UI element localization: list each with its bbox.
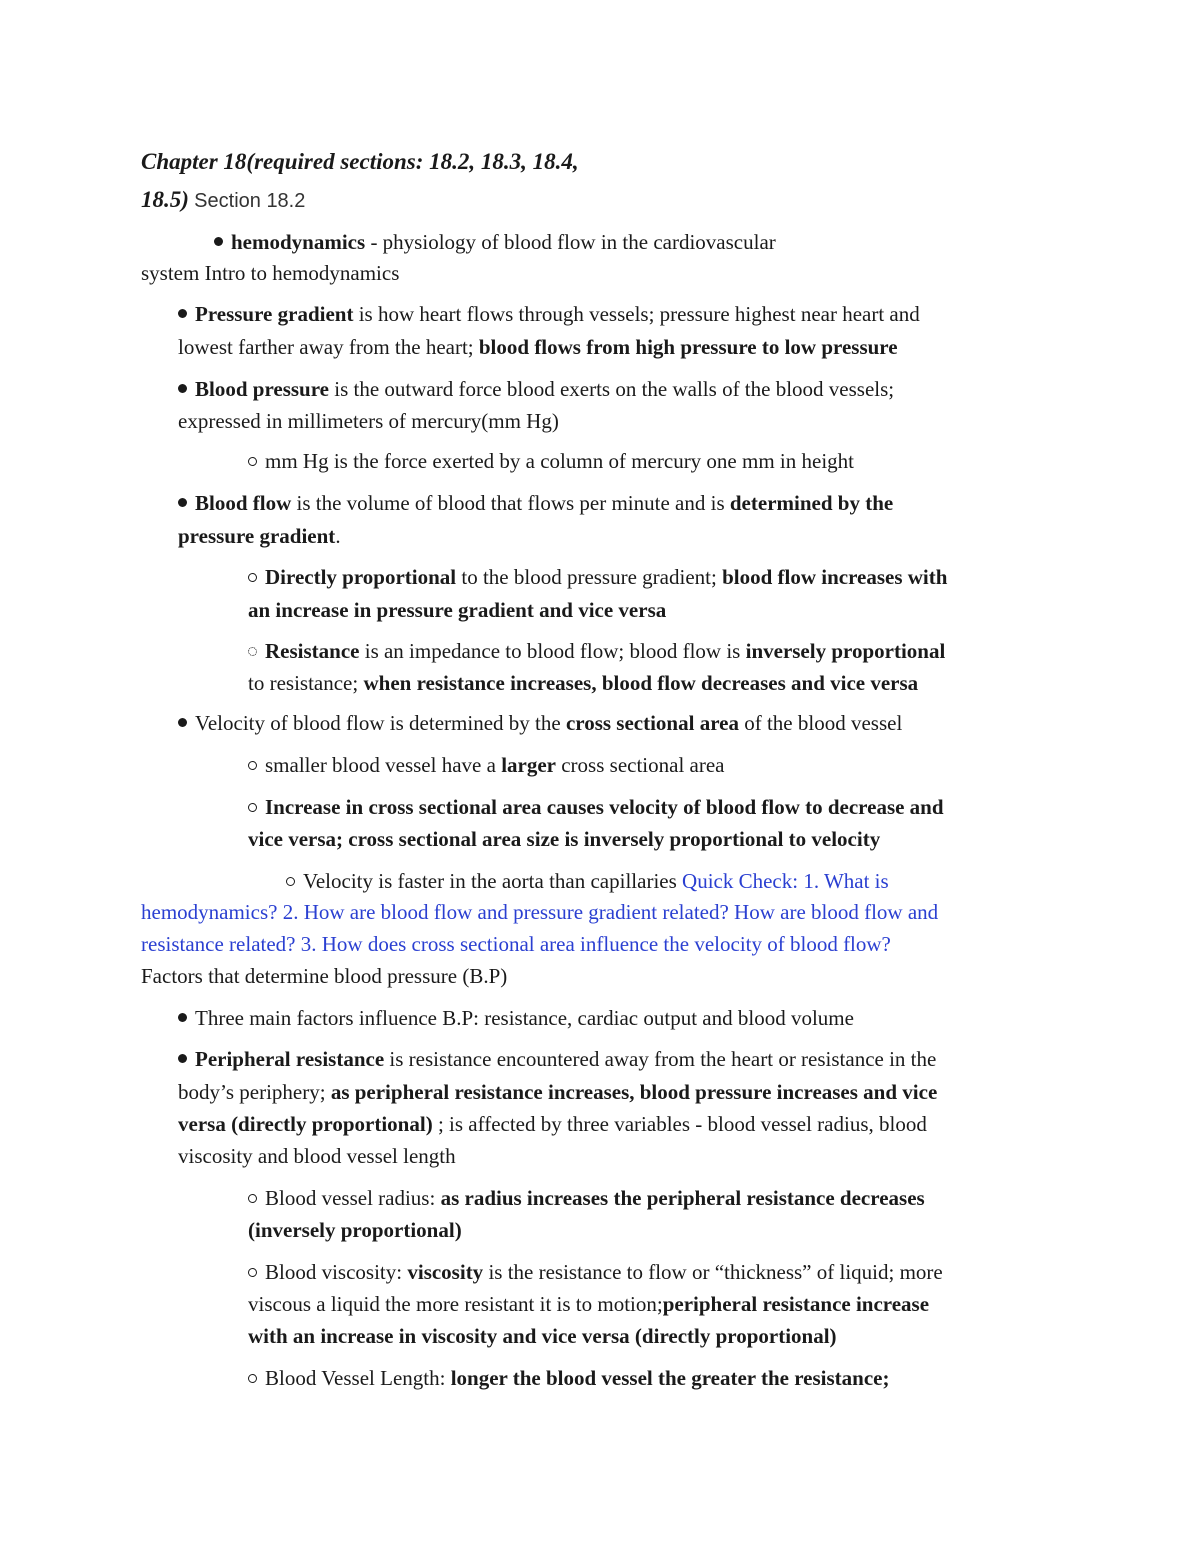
sub-bullet-icon	[248, 1374, 257, 1383]
viscosity-line2: viscous a liquid the more resistant it is to motion;peripheral resistance increase	[248, 1292, 930, 1316]
pressure-gradient-line2: lowest farther away from the heart; blood flows from high pressure to low pressure	[178, 335, 898, 359]
bullet-icon	[178, 1013, 187, 1022]
sub-mm-hg: mm Hg is the force exerted by a column of mercury one mm in height	[248, 451, 854, 472]
sub-bullet-icon	[248, 457, 257, 466]
sub-bullet-icon	[248, 647, 257, 656]
sub-directly-proportional: Directly proportional to the blood pressure gradient; blood flow increases with	[248, 567, 947, 588]
sub-bullet-icon	[248, 761, 257, 770]
section-heading: 18.5) Section 18.2	[141, 187, 306, 212]
sub-smaller-vessel: smaller blood vessel have a larger cross sectional area	[248, 755, 725, 776]
sub-bullet-icon	[248, 1268, 257, 1277]
sub-bullet-icon	[286, 877, 295, 886]
bullet-icon	[178, 718, 187, 727]
sub-bullet-icon	[248, 1194, 257, 1203]
sub-resistance: Resistance is an impedance to blood flow; blood flow is inversely proportional	[248, 641, 945, 662]
hemodynamics-continued: system Intro to hemodynamics	[141, 261, 400, 285]
blood-flow-line2: pressure gradient.	[178, 524, 341, 548]
blood-pressure-line2: expressed in millimeters of mercury(mm Hg)	[178, 409, 559, 433]
bullet-velocity: Velocity of blood flow is determined by the cross sectional area of the blood vessel	[178, 713, 902, 734]
bullet-icon	[178, 498, 187, 507]
resistance-line2: to resistance; when resistance increases, blood flow decreases and vice versa	[248, 671, 919, 695]
sub-bullet-icon	[248, 573, 257, 582]
vessel-radius-line2: (inversely proportional)	[248, 1218, 462, 1242]
bullet-pressure-gradient: Pressure gradient is how heart flows through vessels; pressure highest near heart and	[178, 304, 920, 325]
quick-check-line2: hemodynamics? 2. How are blood flow and pressure gradient related? How are blood flow and	[141, 900, 939, 924]
cross-sectional-line2: vice versa; cross sectional area size is inversely proportional to velocity	[248, 827, 881, 851]
factors-heading: Factors that determine blood pressure (B.P)	[141, 964, 508, 988]
sub-blood-viscosity: Blood viscosity: viscosity is the resistance to flow or “thickness” of liquid; more	[248, 1262, 943, 1283]
sub-velocity-aorta: Velocity is faster in the aorta than capillaries Quick Check: 1. What is	[286, 871, 889, 892]
sub-vessel-length: Blood Vessel Length: longer the blood vessel the greater the resistance;	[248, 1368, 890, 1389]
sub-bullet-icon	[248, 803, 257, 812]
bullet-blood-pressure: Blood pressure is the outward force blood exerts on the walls of the blood vessels;	[178, 379, 894, 400]
sub-vessel-radius: Blood vessel radius: as radius increases the peripheral resistance decreases	[248, 1188, 925, 1209]
bullet-icon	[214, 237, 223, 246]
bullet-icon	[178, 309, 187, 318]
bullet-three-main-factors: Three main factors influence B.P: resistance, cardiac output and blood volume	[178, 1008, 854, 1029]
directly-proportional-line2: an increase in pressure gradient and vice versa	[248, 598, 667, 622]
bullet-peripheral-resistance: Peripheral resistance is resistance encountered away from the heart or resistance in the	[178, 1049, 936, 1070]
peripheral-line3: versa (directly proportional) ; is affected by three variables - blood vessel radius, blood	[178, 1112, 927, 1136]
chapter-title: Chapter 18(required sections: 18.2, 18.3, 18.4,	[141, 149, 579, 174]
bullet-blood-flow: Blood flow is the volume of blood that flows per minute and is determined by the	[178, 493, 893, 514]
bullet-icon	[178, 384, 187, 393]
quick-check-line3: resistance related? 3. How does cross sectional area influence the velocity of blood flow?	[141, 932, 891, 956]
peripheral-line4: viscosity and blood vessel length	[178, 1144, 456, 1168]
peripheral-line2: body’s periphery; as peripheral resistance increases, blood pressure increases and vice	[178, 1080, 938, 1104]
bullet-hemodynamics: hemodynamics - physiology of blood flow in the cardiovascular	[214, 232, 776, 253]
sub-cross-sectional: Increase in cross sectional area causes velocity of blood flow to decrease and	[248, 797, 944, 818]
bullet-icon	[178, 1054, 187, 1063]
viscosity-line3: with an increase in viscosity and vice versa (directly proportional)	[248, 1324, 837, 1348]
